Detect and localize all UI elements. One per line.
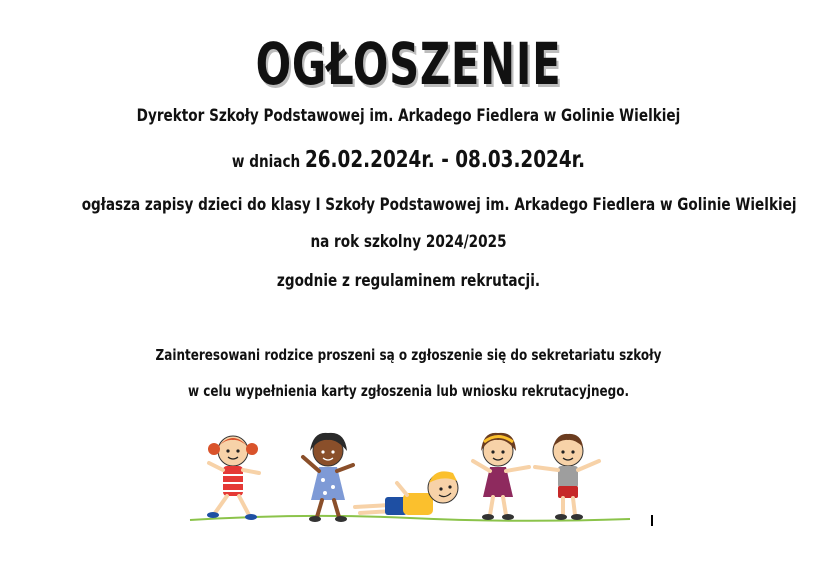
page-title: OGŁOSZENIE	[255, 30, 562, 98]
child-girl-blue-dress	[303, 433, 353, 522]
enrollment-line: ogłasza zapisy dzieci do klasy I Szkoły Podstawowej im. Arkadego Fiedlera w Golinie Wielkiej	[81, 195, 797, 215]
dates-prefix: w dniach	[231, 152, 301, 172]
child-boy-lying	[355, 471, 458, 515]
regulation-line: zgodnie z regulaminem rekrutacji.	[276, 271, 541, 291]
children-illustration	[185, 425, 635, 530]
dates-range: 26.02.2024r. - 08.03.2024r.	[304, 147, 586, 173]
child-girl-pigtails	[207, 436, 259, 520]
parents-line: Zainteresowani rodzice proszeni są o zgłoszenie się do sekretariatu szkoły	[155, 346, 662, 364]
director-line: Dyrektor Szkoły Podstawowej im. Arkadego Fiedlera w Golinie Wielkiej	[136, 106, 681, 126]
child-boy-red-shorts	[535, 434, 599, 520]
child-girl-purple-dress	[473, 433, 529, 520]
form-line: w celu wypełnienia karty zgłoszenia lub wniosku rekrutacyjnego.	[187, 382, 630, 400]
school-year-line: na rok szkolny 2024/2025	[310, 232, 507, 252]
text-cursor	[651, 515, 653, 526]
dates-line	[82, 147, 736, 173]
